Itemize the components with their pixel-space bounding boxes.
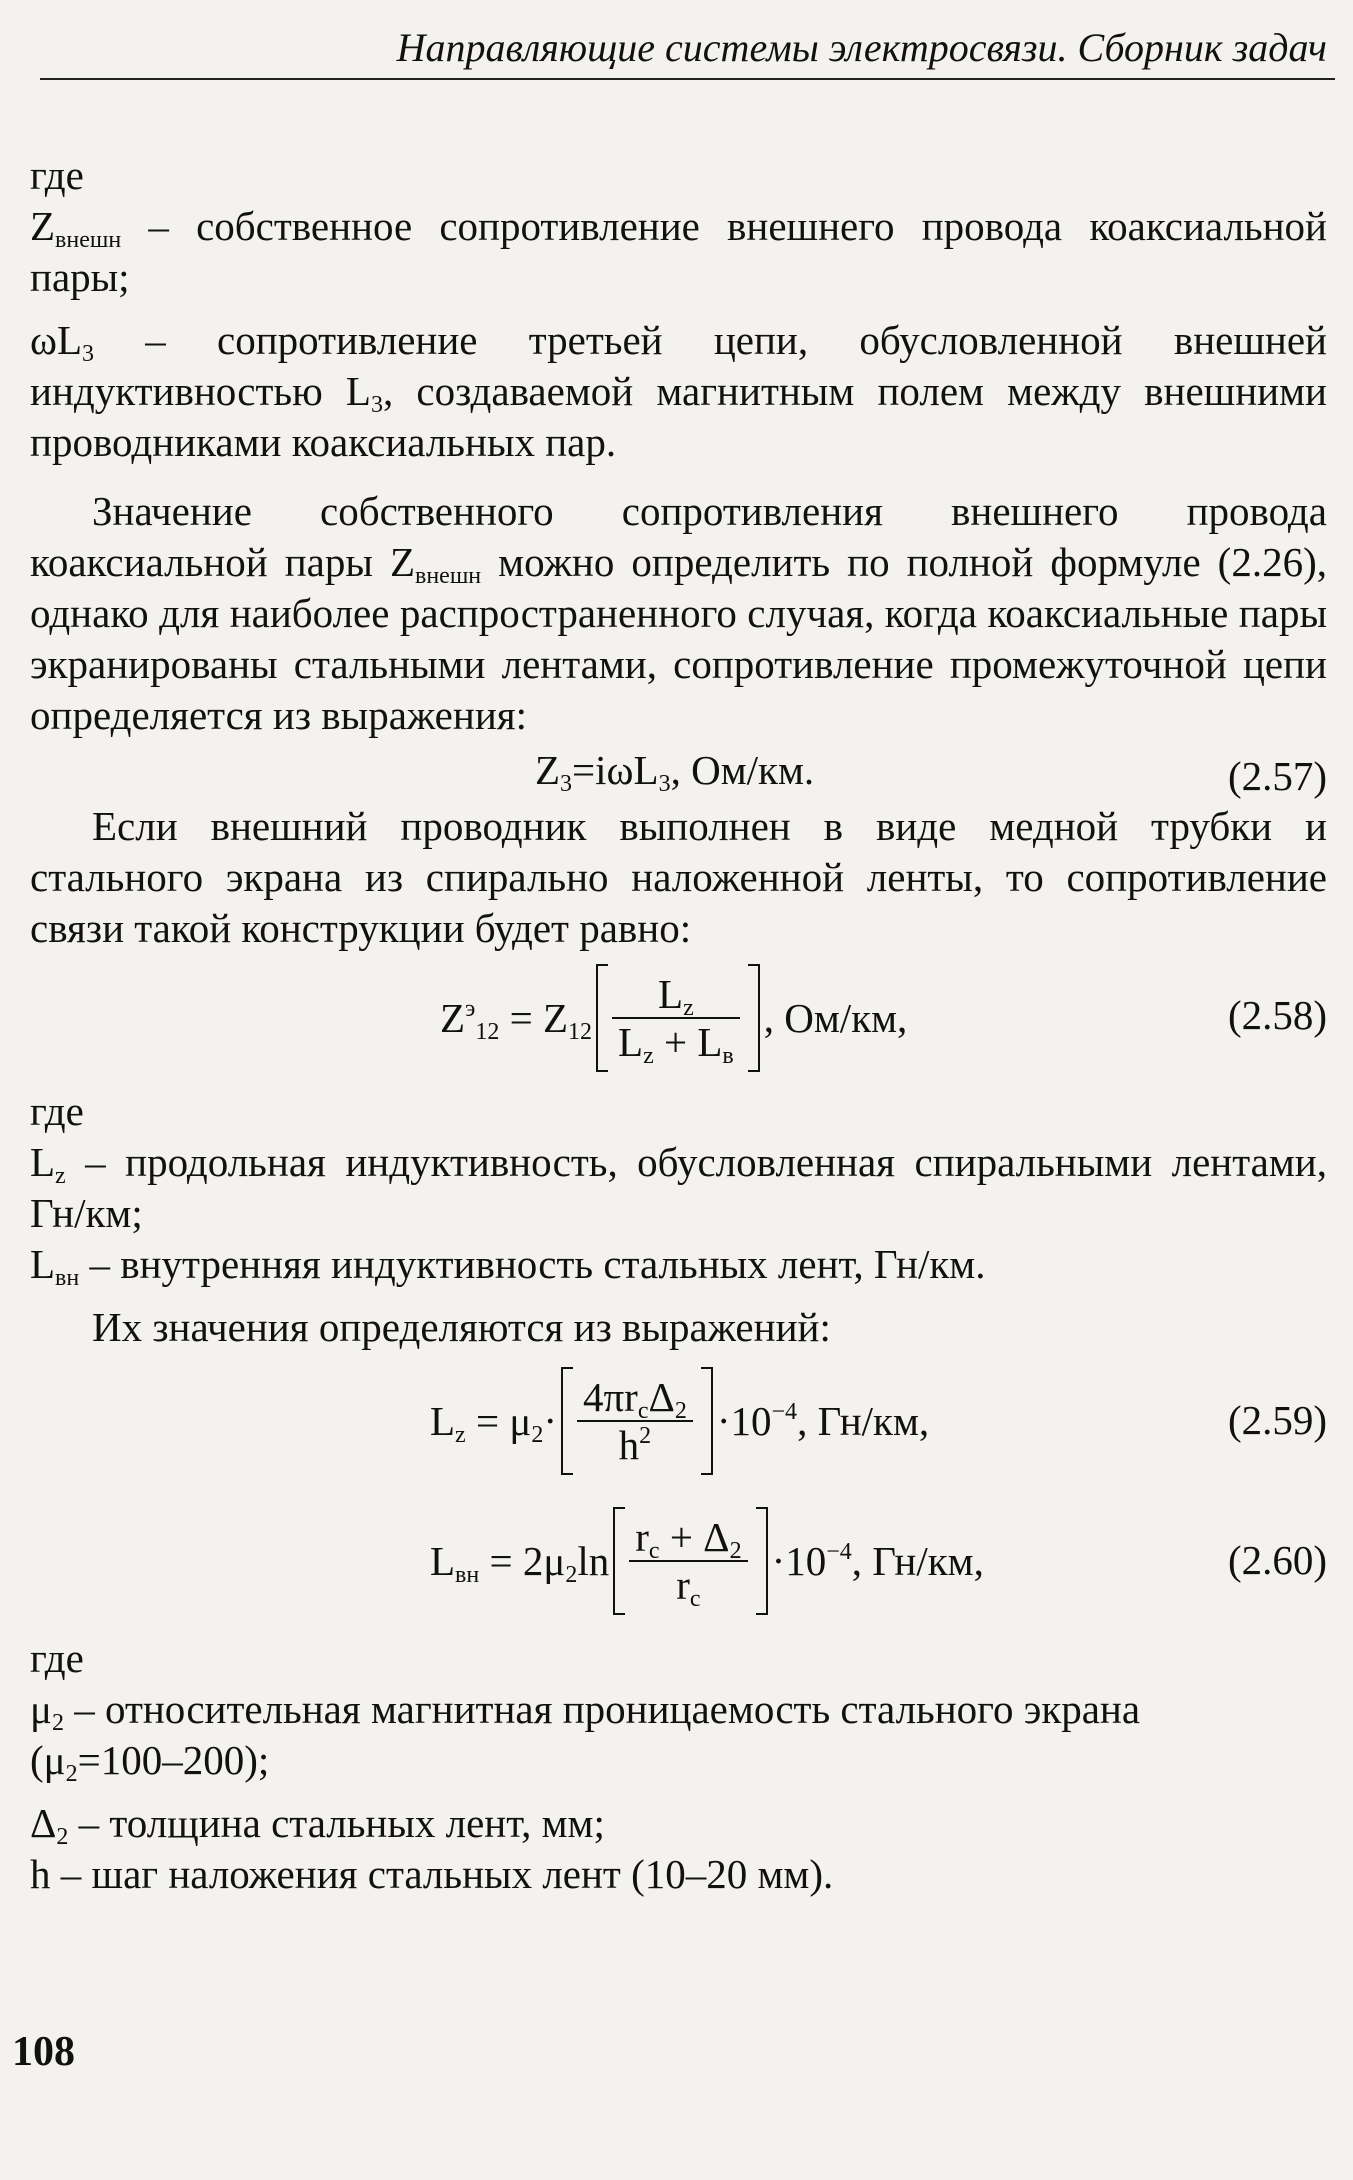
equation-number: (2.60) [1227,1537,1327,1583]
symbol-omega-l: ωL [30,317,83,363]
page-number: 108 [12,2029,75,2075]
definition-zvnesh [30,201,1327,303]
definition-mu: $\mu_2$ – относительная магнитная проницаемость стального экрана $(\mu_2=100-200)$; [30,1686,1141,1787]
definition-lz: $L_z$ – продольная индуктивность, обусловленная спиральными лентами, Гн/км; [30,1139,1327,1236]
symbol-z: Z [30,203,56,249]
right-bracket [748,964,760,1072]
definition-h: h – шаг наложения стальных лент (10–20 мм). [30,1851,834,1897]
fraction: $\frac{L_z}{L_z + L_в}$ [612,971,740,1065]
definition-delta: $\Delta_2$ – толщина стальных лент, мм; [30,1800,605,1850]
paragraph-text: можно определить по полной формуле (2.26), однако для наиболее распространенного случая, когда коаксиальные пары экранированы стальными лентами, сопротивление промежуточной цепи определяется из выражения: [30,539,1327,738]
paragraph-text: Значение собственного сопротивления внешнего провода коаксиальной пары Z [30,488,1327,585]
left-bracket [613,1507,625,1615]
equation-2-59 [30,1353,1327,1493]
left-bracket [561,1367,573,1475]
left-bracket [596,964,608,1072]
fraction: $\frac{r_c + \Delta_2}{r_c}$ [629,1514,747,1608]
equation-body: $L_z = \mu_2\cdot$ $\frac{4\pi r_c\Delta_2}{h^2}$ $\cdot 10^{-4}$, Гн/км, [430,1367,933,1475]
equation-body: $Z^э_{12} = Z_{12}$ $\frac{L_z}{L_z + L_в}$ , Ом/км, [440,964,911,1072]
paragraph-2: Если внешний проводник выполнен в виде медной трубки и стального экрана из спирально наложенной ленты, то сопротивление связи такой конструкции будет равно: [30,803,1327,951]
subscript: 3 [82,341,95,367]
equation-number: (2.58) [1227,992,1327,1038]
definition-text: – собственное сопротивление внешнего провода коаксиальной пары; [30,203,1327,300]
where-label-3: где [30,1635,84,1681]
subscript: 3 [370,392,383,418]
paragraph-1 [30,486,1327,741]
definition-lvn: $L_{вн}$ – внутренняя индуктивность стальных лент, Гн/км. [30,1241,986,1291]
equation-number: (2.59) [1227,1397,1327,1443]
equation-body: $Z_3=i\omega L_3$, Ом/км. [535,747,815,797]
equation-number: (2.57) [1227,753,1327,799]
running-head: Направляющие системы электросвязи. Сборник задач [40,24,1335,80]
right-bracket [701,1367,713,1475]
subscript: внешн [414,563,482,589]
where-label-2: где [30,1088,84,1134]
page-body [30,150,1327,1900]
equation-2-57 [30,741,1327,801]
definition-text: – сопротивление третьей цепи, обусловленной внешней индуктивностью L [30,317,1327,414]
equation-2-60 [30,1493,1327,1633]
equation-body: $L_{вн} = 2\mu_2\ln$ $\frac{r_c + \Delta_2}{r_c}$ $\cdot 10^{-4}$, Гн/км, [430,1507,988,1615]
fraction: $\frac{4\pi r_c\Delta_2}{h^2}$ [577,1374,693,1468]
right-bracket [756,1507,768,1615]
definition-wl3 [30,315,1327,468]
definition-text: , создаваемой магнитным полем между внешними проводниками коаксиальных пар. [30,368,1327,465]
where-label-1: где [30,152,84,198]
paragraph-3: Их значения определяются из выражений: [92,1304,831,1350]
subscript: внешн [55,227,122,253]
equation-2-58 [30,954,1327,1086]
